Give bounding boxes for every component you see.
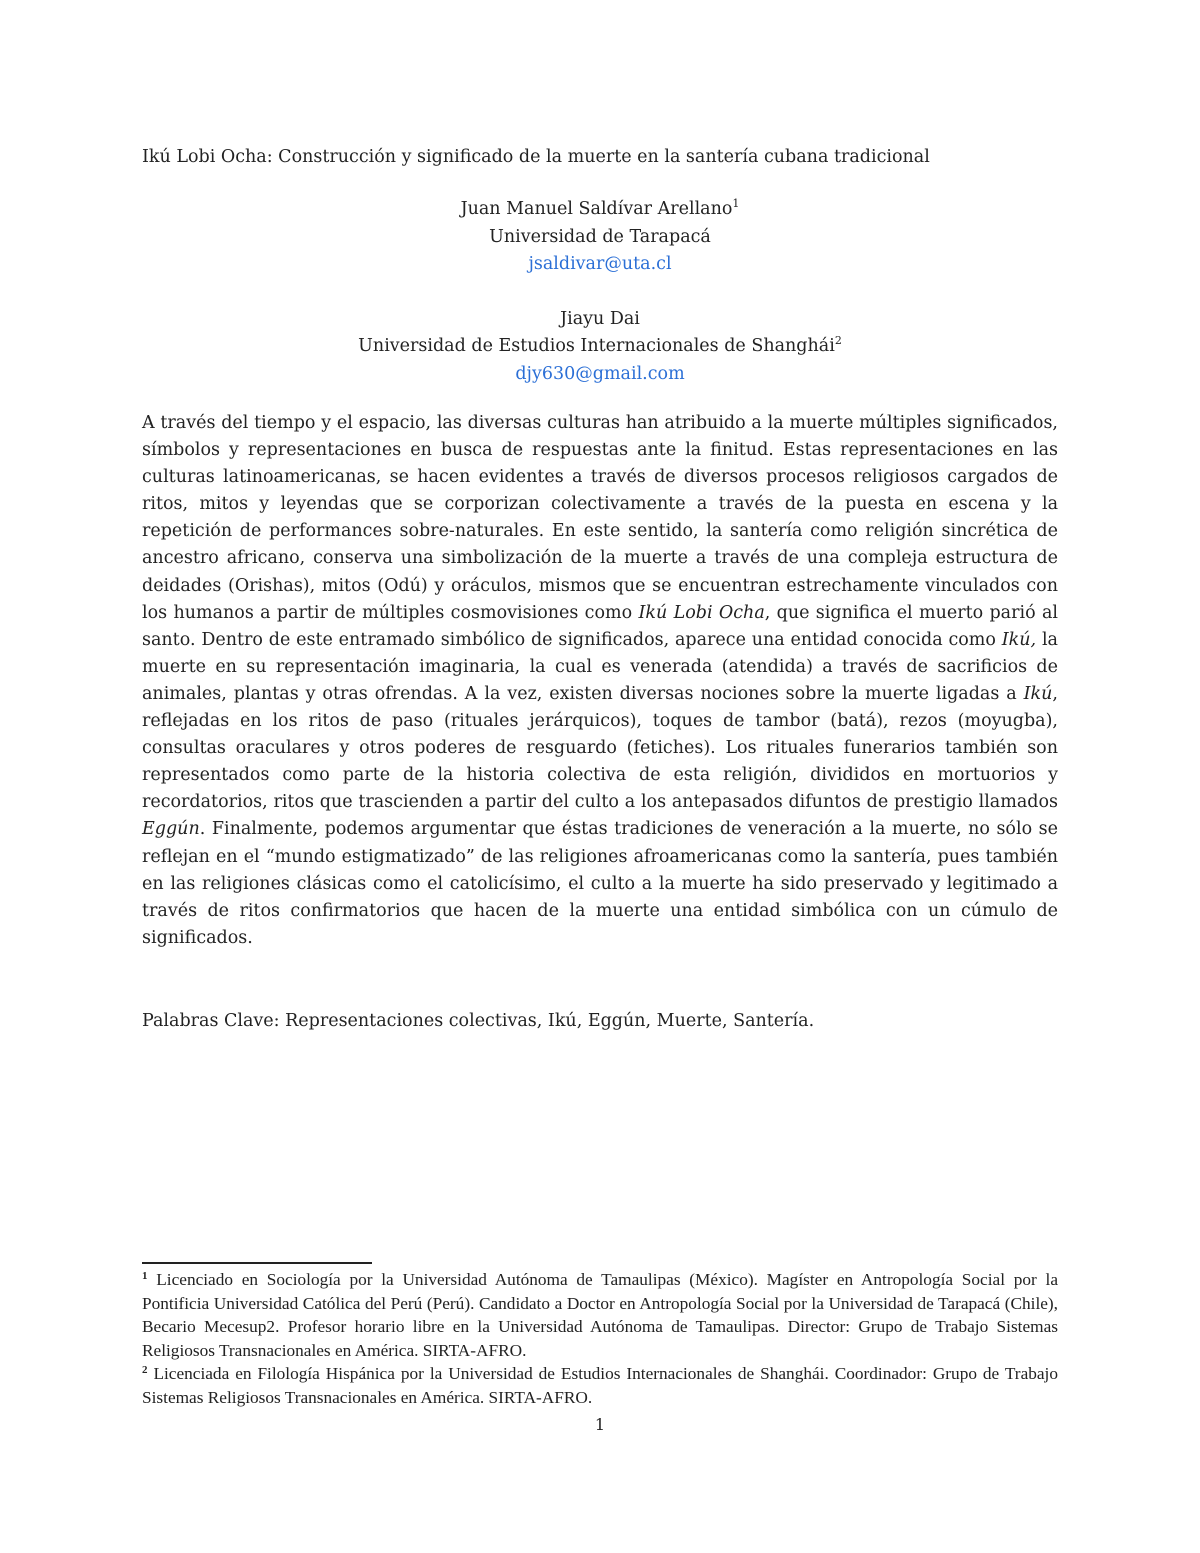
- page-number: 1: [594, 1415, 606, 1434]
- author-affiliation: Universidad de Tarapacá: [489, 226, 711, 247]
- author-email-link[interactable]: jsaldivar@uta.cl: [528, 254, 672, 274]
- author-name-line: [142, 196, 1058, 224]
- footnote-text: Licenciada en Filología Hispánica por la Universidad de Estudios Internacionales de Shanghái. Coordinador: Grupo de Trabajo Sistemas Religiosos Transnacionales en América. SIRTA-AFRO.: [142, 1364, 1058, 1407]
- author-name: Juan Manuel Saldívar Arellano: [460, 199, 733, 219]
- footnote-separator: [142, 1262, 372, 1264]
- abstract-text: , que significa el muerto parió al santo. Dentro de este entramado simbólico de significados, aparece una entidad conocida como: [142, 602, 1058, 650]
- abstract-term-italic: Ikú,: [1001, 629, 1037, 650]
- abstract-paragraph: [142, 410, 1058, 952]
- abstract-text: , reflejadas en los ritos de paso (rituales jerárquicos), toques de tambor (batá), rezos (moyugba), consultas oraculares y otros poderes de resguardo (fetiches). Los rituales funerarios también son representados como parte de la historia colectiva de esta religión, divididos en mortuorios y recordatorios, ritos que trascienden a partir del culto a los antepasados difuntos de prestigio llamados: [142, 683, 1058, 813]
- abstract-term-italic: Eggún: [142, 819, 200, 840]
- spacer: [142, 279, 1058, 306]
- footnote-mark: 1: [142, 1270, 148, 1282]
- keywords-line: Palabras Clave: Representaciones colectivas, Ikú, Eggún, Muerte, Santería.: [142, 1011, 815, 1031]
- footnote-mark: 2: [142, 1364, 148, 1376]
- paper-title: Ikú Lobi Ocha: Construcción y significado de la muerte en la santería cubana tradicional: [142, 147, 930, 167]
- footnote-mark: 1: [732, 197, 740, 210]
- footnote-mark: 2: [834, 334, 842, 347]
- author-email-link[interactable]: djy630@gmail.com: [515, 363, 685, 384]
- abstract-text: la muerte en su representación imaginaria, la cual es venerada (atendida) a través de sacrificios de animales, plantas y otras ofrendas. A la vez, existen diversas nociones sobre la muerte ligadas a: [142, 629, 1058, 704]
- author-affiliation: Universidad de Estudios Internacionales de Shanghái: [358, 336, 835, 356]
- abstract-text: A través del tiempo y el espacio, las diversas culturas han atribuido a la muerte múltiples significados, símbolos y representaciones en busca de respuestas ante la finitud. Estas representaciones en las culturas latinoamericanas, se hacen evidentes a través de diversos procesos religiosos cargados de ritos, mitos y leyendas que se corporizan colectivamente a través de la puesta en escena y la repetición de performances sobre-naturales. En este sentido, la santería como religión sincrética de ancestro africano, conserva una simbolización de la muerte a través de una compleja estructura de deidades (Orishas), mitos (Odú) y oráculos, mismos que se encuentran estrechamente vinculados con los humanos a partir de múltiples cosmovisiones como: [142, 413, 1058, 623]
- author-name: Jiayu Dai: [560, 308, 640, 329]
- abstract-term-italic: Ikú: [1023, 683, 1053, 704]
- author-affiliation-line: [142, 333, 1058, 361]
- abstract-text: . Finalmente, podemos argumentar que éstas tradiciones de veneración a la muerte, no sólo se reflejan en el “mundo estigmatizado” de las religiones afroamericanas como la santería, pues también en las religiones clásicas como el catolicísimo, el culto a la muerte ha sido preservado y legitimado a través de ritos confirmatorios que hacen de la muerte una entidad simbólica con un cúmulo de significados.: [142, 819, 1058, 948]
- footnote-item: [142, 1268, 1058, 1362]
- footnote-item: [142, 1362, 1058, 1409]
- author-block: [142, 196, 1058, 388]
- abstract-term-italic: Ikú Lobi Ocha: [638, 602, 765, 623]
- footnote-text: Licenciado en Sociología por la Universidad Autónoma de Tamaulipas (México). Magíster en Antropología Social por la Pontificia Universidad Católica del Perú (Perú). Candidato a Doctor en Antropología Social por la Universidad de Tarapacá (Chile), Becario Mecesup2. Profesor horario libre en la Universidad Autónoma de Tamaulipas. Director: Grupo de Trabajo Sistemas Religiosos Transnacionales en América. SIRTA-AFRO.: [142, 1270, 1058, 1360]
- footnotes-block: [142, 1268, 1058, 1409]
